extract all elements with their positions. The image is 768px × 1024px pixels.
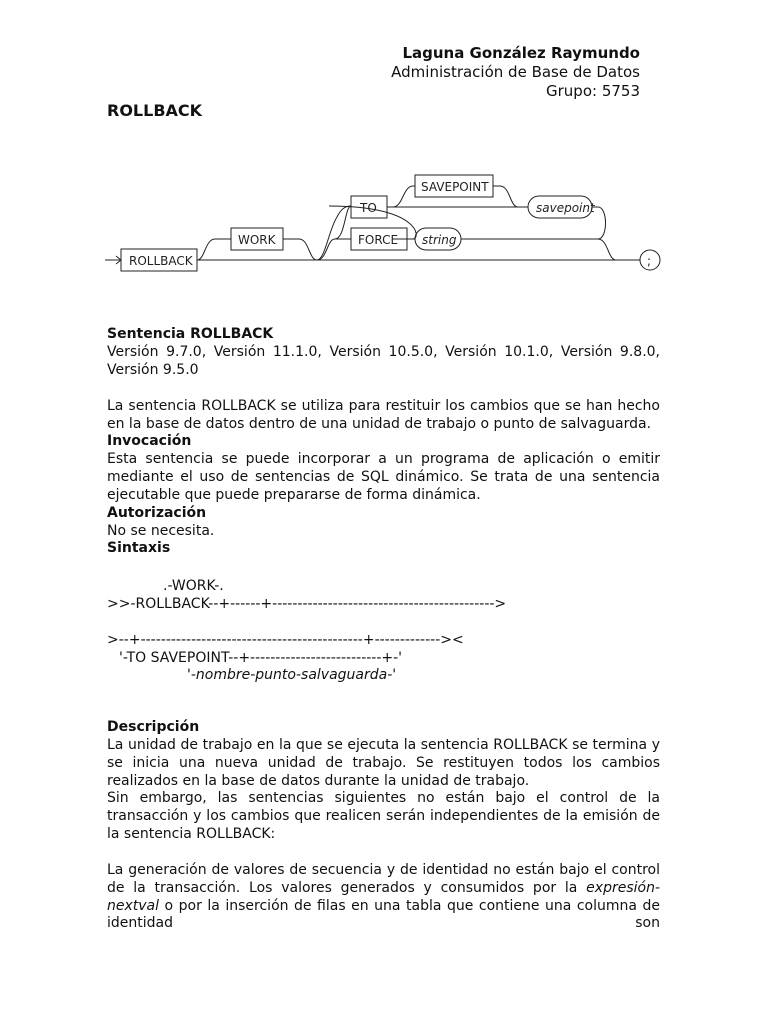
- author-name: Laguna González Raymundo: [402, 44, 640, 62]
- semicolon-label: ;: [647, 254, 652, 268]
- authorization-text: No se necesita.: [107, 523, 215, 539]
- syntax-heading: Sintaxis: [107, 540, 171, 556]
- work-label: WORK: [238, 233, 276, 247]
- page-title: ROLLBACK: [107, 101, 203, 120]
- rollback-label: ROLLBACK: [129, 254, 193, 268]
- description-p3-part1: La generación de valores de secuencia y de identidad no están bajo el control de la transacción. Los valores generados y consumidos por la: [107, 862, 660, 896]
- versions-line2: Versión 9.5.0: [107, 362, 199, 378]
- force-label: FORCE: [358, 233, 399, 247]
- savepoint-name-label: savepoint: [536, 201, 595, 215]
- course-name: Administración de Base de Datos: [391, 63, 640, 81]
- statement-heading: Sentencia ROLLBACK: [107, 326, 274, 342]
- syntax-line-4: '-TO SAVEPOINT--+--------------------------+-': [119, 650, 403, 666]
- versions-line1: Versión 9.7.0, Versión 11.1.0, Versión 10.5.0, Versión 10.1.0, Versión 9.8.0,: [107, 344, 660, 360]
- to-entry: [317, 206, 351, 260]
- description-p3: [107, 862, 660, 933]
- to-label: TO: [360, 201, 377, 215]
- description-p3-part2: o por la inserción de filas en una tabla que contiene una columna de identidad son: [107, 897, 660, 932]
- syntax-line-1: .-WORK-.: [163, 578, 224, 594]
- invocation-heading: Invocación: [107, 433, 192, 449]
- invocation-text: Esta sentencia se puede incorporar a un programa de aplicación o emitir mediante el uso de sentencias de SQL dinámico. Se trata de una sentencia ejecutable que puede prepararse de forma dinámica.: [107, 451, 660, 503]
- syntax-line-5: '-nombre-punto-salvaguarda-': [187, 667, 397, 683]
- description-p2: Sin embargo, las sentencias siguientes no están bajo el control de la transacción y los cambios que realicen serán independientes de la emisión de la sentencia ROLLBACK:: [107, 790, 660, 842]
- description-p3-italic: expresión-nextval: [107, 879, 660, 914]
- string-label: string: [422, 233, 457, 247]
- authorization-heading: Autorización: [107, 505, 207, 521]
- syntax-line-2: >>-ROLLBACK--+------+-------------------------------------------->: [107, 596, 507, 612]
- description-p1: La unidad de trabajo en la que se ejecuta la sentencia ROLLBACK se termina y se inicia una nueva unidad de trabajo. Se restituyen todos los cambios realizados en la base de datos durante la unidad de trabajo.: [107, 737, 660, 789]
- savepoint-kw-label: SAVEPOINT: [421, 180, 489, 194]
- statement-intro: La sentencia ROLLBACK se utiliza para restituir los cambios que se han hecho en la base de datos dentro de una unidad de trabajo o punto de salvaguarda.: [107, 398, 660, 432]
- group-number: Grupo: 5753: [546, 82, 640, 100]
- syntax-railroad-diagram: [100, 165, 665, 280]
- syntax-line-3: >--+--------------------------------------------+-------------><: [107, 632, 464, 648]
- description-heading: Descripción: [107, 719, 200, 735]
